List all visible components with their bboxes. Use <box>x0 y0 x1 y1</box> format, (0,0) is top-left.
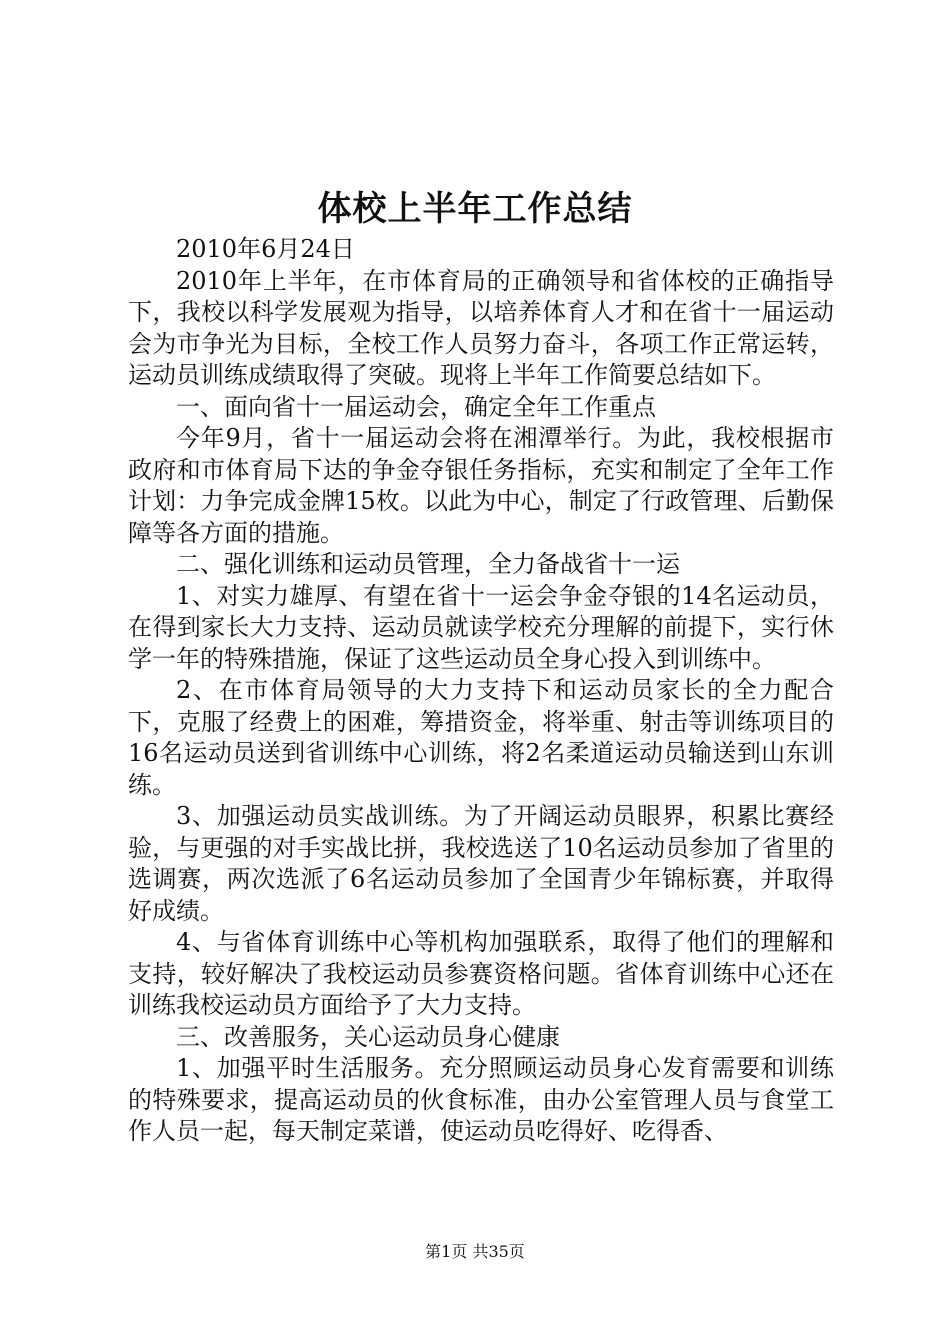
document-body <box>128 234 834 1148</box>
paragraph-section-1: 今年9月，省十一届运动会将在湘潭举行。为此，我校根据市政府和市体育局下达的争金夺银任务指标，充实和制定了全年工作计划：力争完成金牌15枚。以此为中心，制定了行政管理、后勤保障等各方面的措施。 <box>128 424 834 547</box>
document-date: 2010年6月24日 <box>176 235 355 263</box>
paragraph-intro: 2010年上半年，在市体育局的正确领导和省体校的正确指导下，我校以科学发展观为指导，以培养体育人才和在省十一届运动会为市争光为目标，全校工作人员努力奋斗，各项工作正常运转，运动员训练成绩取得了突破。现将上半年工作简要总结如下。 <box>128 266 834 389</box>
section-heading-1: 一、面向省十一届运动会，确定全年工作重点 <box>176 392 656 421</box>
paragraph-item-1: 1、对实力雄厚、有望在省十一运会争金夺银的14名运动员，在得到家长大力支持、运动员就读学校充分理解的前提下，实行休学一年的特殊措施，保证了这些运动员全身心投入到训练中。 <box>128 581 834 673</box>
paragraph-item-4: 4、与省体育训练中心等机构加强联系，取得了他们的理解和支持，较好解决了我校运动员参赛资格问题。省体育训练中心还在训练我校运动员方面给予了大力支持。 <box>128 928 834 1019</box>
section-heading-3: 三、改善服务，关心运动员身心健康 <box>176 1022 560 1051</box>
page-number: 第1页 共35页 <box>425 1242 525 1261</box>
document-title: 体校上半年工作总结 <box>317 189 633 229</box>
paragraph-item-3: 3、加强运动员实战训练。为了开阔运动员眼界，积累比赛经验，与更强的对手实战比拼，我校选送了10名运动员参加了省里的选调赛，两次选派了6名运动员参加了全国青少年锦标赛，并取得好成绩。 <box>128 802 834 925</box>
paragraph-item-5: 1、加强平时生活服务。充分照顾运动员身心发育需要和训练的特殊要求，提高运动员的伙食标准，由办公室管理人员与食堂工作人员一起，每天制定菜谱，使运动员吃得好、吃得香、 <box>128 1054 834 1145</box>
section-heading-2: 二、强化训练和运动员管理，全力备战省十一运 <box>176 550 680 578</box>
paragraph-item-2: 2、在市体育局领导的大力支持下和运动员家长的全力配合下，克服了经费上的困难，筹措资金，将举重、射击等训练项目的16名运动员送到省训练中心训练，将2名柔道运动员输送到山东训练。 <box>128 676 834 799</box>
